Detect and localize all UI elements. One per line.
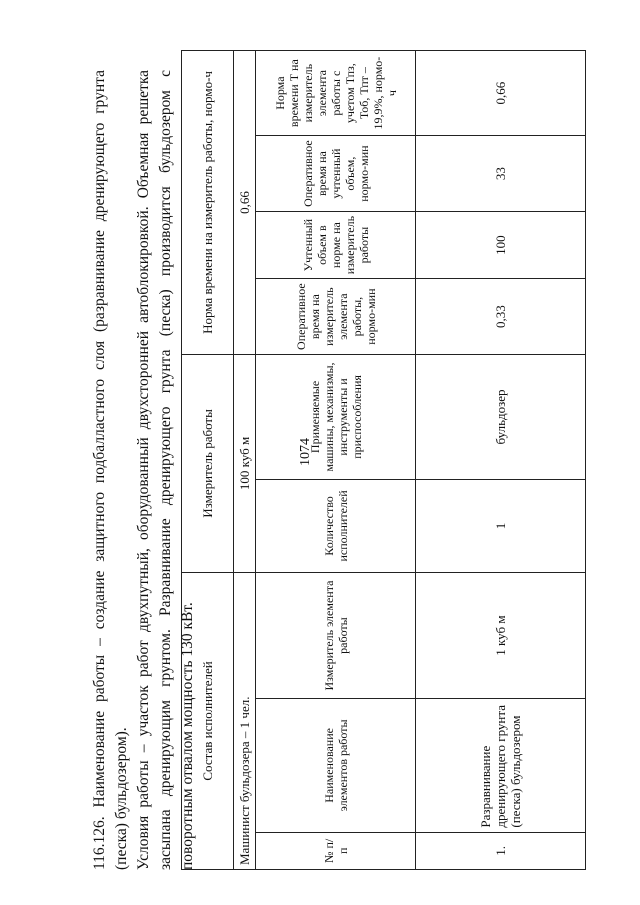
col-count: Количество исполнителей — [256, 479, 416, 572]
header-staff: Состав исполнителей — [182, 572, 234, 869]
header-meter: Измеритель работы — [182, 354, 234, 572]
row-machine: бульдозер — [416, 354, 586, 479]
staff-value: Машинист бульдозера – 1 чел. — [234, 572, 256, 869]
header-norm: Норма времени на измеритель работы, нормо-ч — [182, 51, 234, 355]
col-optime: Оперативное время на измеритель элемента работы, нормо-мин — [256, 279, 416, 355]
page-number: 1074 — [298, 438, 313, 466]
row-norm-t: 0,66 — [416, 51, 586, 136]
col-num: № п/п — [256, 832, 416, 869]
row-count: 1 — [416, 479, 586, 572]
row-elem-meter: 1 куб м — [416, 572, 586, 698]
row-num: 1. — [416, 832, 586, 869]
col-norm-t: Норма времени Т на измеритель элемента работы с учетом Тпз, Тоб, Тпт – 19,9%, нормо-ч — [256, 51, 416, 136]
work-conditions-text: Условия работы – участок работ двухпутный, оборудованный двухсторонней автоблокировкой. Объемная решетка засыпана дренирующим грунтом. Разравнивание дренирующего грунта (песка) производится бульдозером с поворотным отвалом мощность 130 кВт. — [135, 70, 196, 870]
rotated-sheet — [85, 50, 640, 870]
row-optime: 0,33 — [416, 279, 586, 355]
row-volume: 100 — [416, 211, 586, 278]
norm-value: 0,66 — [234, 51, 256, 355]
work-title-text: 116.126. Наименование работы – создание защитного подбалластного слоя (разравнивание дренирующего грунта (песка) бульдозером). — [91, 70, 130, 870]
col-volume: Учтенный объем в норме на измеритель работы — [256, 211, 416, 278]
row-optime-norm: 33 — [416, 136, 586, 212]
col-elem-meter: Измеритель элемента работы — [256, 572, 416, 698]
col-name: Наименование элементов работы — [256, 699, 416, 833]
col-machines: Применяемые машины, механизмы, инструменты и приспособления — [256, 354, 416, 479]
col-optime-norm: Оперативное время на учтенный объем, нормо-мин — [256, 136, 416, 212]
meter-value: 100 куб м — [234, 354, 256, 572]
row-name: Разравнивание дренирующего грунта (песка) бульдозером — [416, 699, 586, 833]
norm-table — [181, 50, 586, 870]
work-title — [89, 70, 133, 870]
